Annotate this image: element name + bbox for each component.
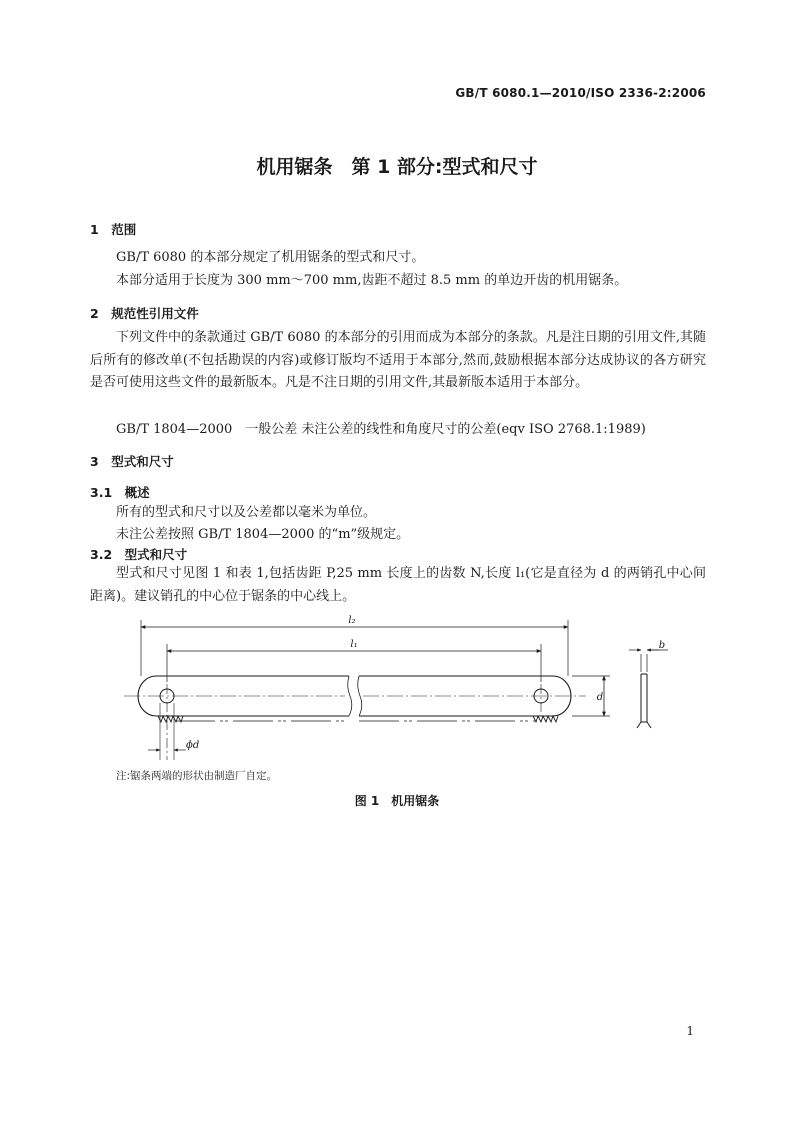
label-phi-d: ϕd [186,740,200,751]
section-3-1-line-1: 所有的型式和尺寸以及公差都以毫米为单位。 [116,505,377,520]
section-2-paragraph: 下列文件中的条款通过 GB/T 6080 的本部分的引用而成为本部分的条款。凡是注日期的引用文件,其随后所有的修改单(不包括勘误的内容)或修订版均不适用于本部分,然而,鼓励根据本部分达成协议的各方研究是否可使用这些文件的最新版本。凡是不注日期的引用文件,其最新版本适用于本部分。 [90,330,706,390]
section-2-heading: 2 规范性引用文件 [90,306,199,321]
section-1-line-1: GB/T 6080 的本部分规定了机用锯条的型式和尺寸。 [116,250,425,265]
blade-side-view [637,674,651,728]
teeth-right [533,716,558,722]
figure-note: 注:锯条两端的形状由制造厂自定。 [116,770,278,782]
label-l1: l₁ [350,639,358,650]
figure-caption: 图 1 机用锯条 [354,794,440,808]
section-3-2-paragraph: 型式和尺寸见图 1 和表 1,包括齿距 P,25 mm 长度上的齿数 N,长度 l₁(它是直径为 d 的两销孔中心间距离)。建议销孔的中心位于锯条的中心线上。 [90,566,706,604]
document-title: 机用锯条 第 1 部分:型式和尺寸 [256,156,538,178]
section-2-reference: GB/T 1804—2000 一般公差 未注公差的线性和角度尺寸的公差(eqv ISO 2768.1:1989) [116,422,646,437]
label-d: d [596,692,604,703]
label-b: b [658,640,666,651]
page-number: 1 [686,1024,694,1038]
section-1-heading: 1 范围 [90,222,137,237]
standard-id-header: GB/T 6080.1—2010/ISO 2336-2:2006 [455,86,706,100]
section-1-line-2: 本部分适用于长度为 300 mm～700 mm,齿距不超过 8.5 mm 的单边开齿的机用锯条。 [116,273,628,288]
section-3-heading: 3 型式和尺寸 [90,454,174,469]
section-3-1-heading: 3.1 概述 [90,485,150,500]
section-3-1-line-2: 未注公差按照 GB/T 1804—2000 的“m”级规定。 [116,527,410,542]
section-3-2-heading: 3.2 型式和尺寸 [90,547,188,562]
label-l2: l₂ [348,615,356,626]
